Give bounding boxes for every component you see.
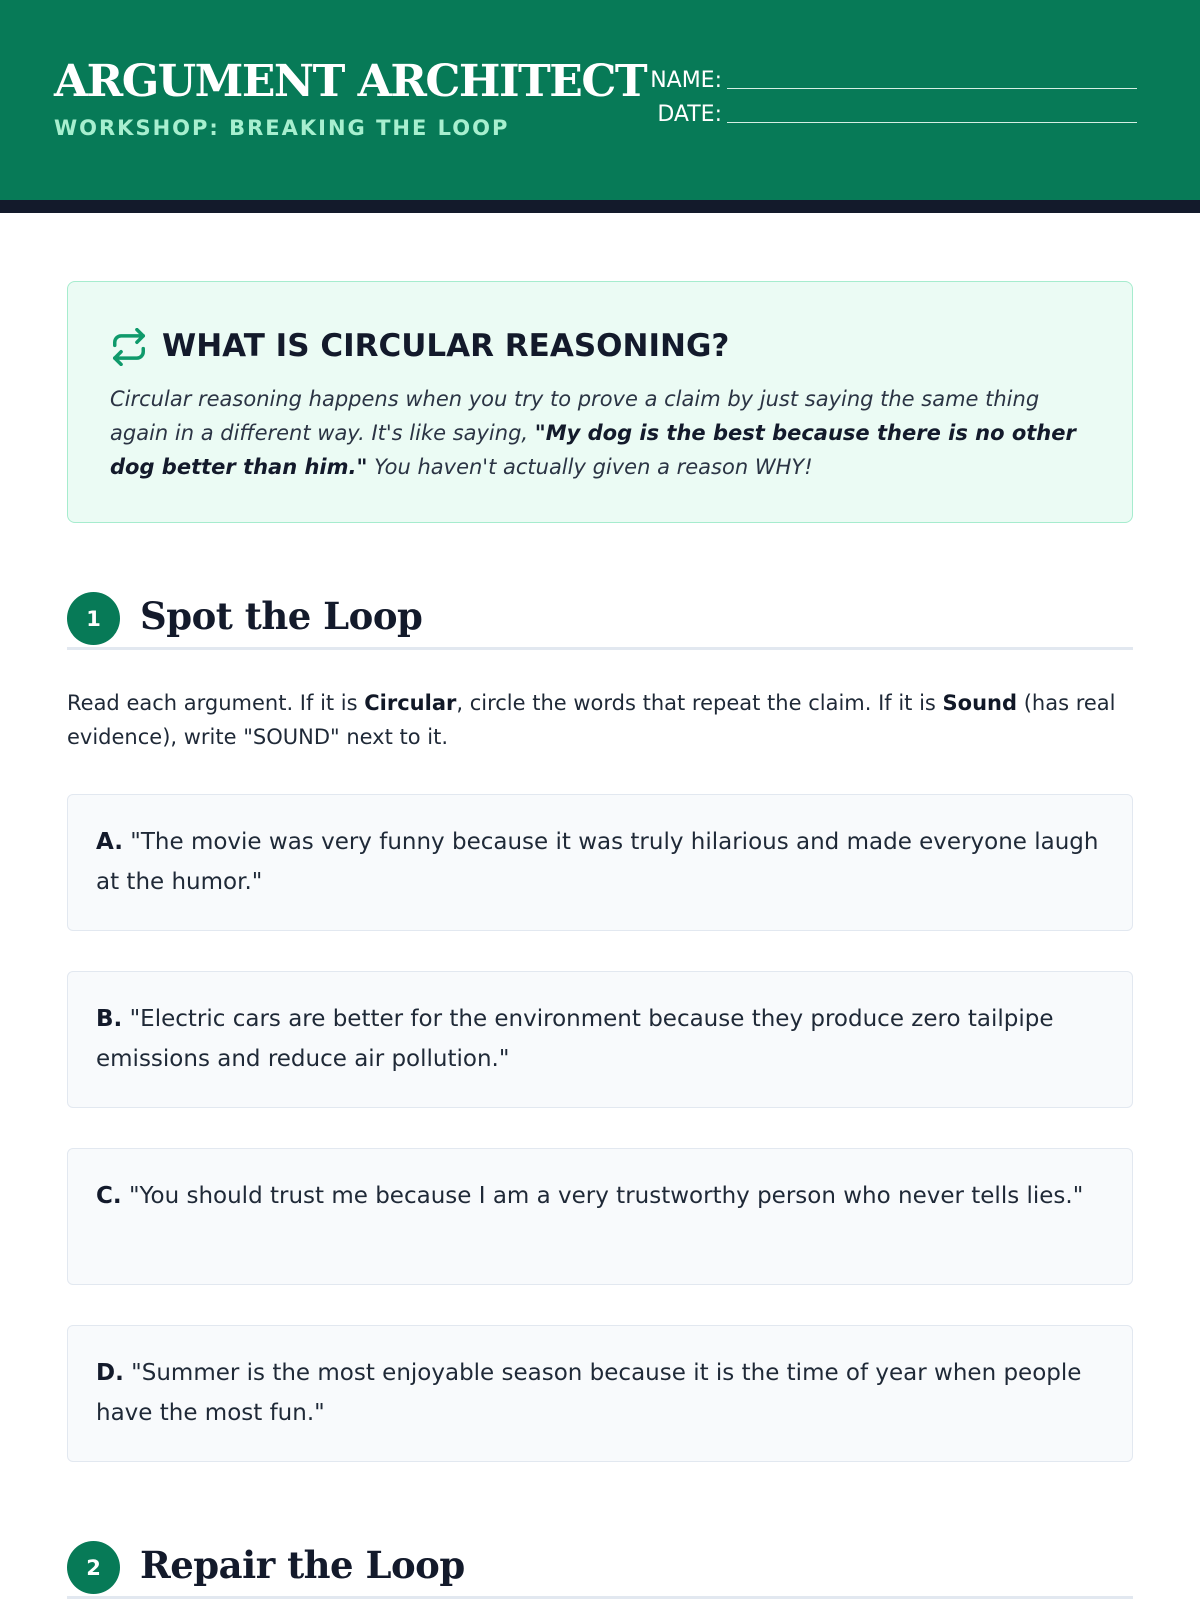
instructions-sound: Sound	[942, 691, 1018, 715]
argument-text: "The movie was very funny because it was truly hilarious and made everyone laugh at the humor."	[96, 829, 1099, 895]
date-label: DATE:	[657, 102, 722, 127]
instructions-text: (has real evidence), write "SOUND" next to it.	[67, 691, 1116, 749]
argument-text: "Electric cars are better for the environment because they produce zero tailpipe emissions and reduce air pollution."	[96, 1006, 1054, 1072]
section-1-instructions	[67, 686, 1133, 754]
argument-text: "Summer is the most enjoyable season because it is the time of year when people have the most fun."	[96, 1360, 1082, 1426]
section-title: Repair the Loop	[140, 1543, 465, 1587]
argument-letter: A.	[96, 829, 123, 855]
callout-text	[110, 382, 1090, 484]
name-label: NAME:	[650, 68, 722, 93]
callout-text-outro: You haven't actually given a reason WHY!	[367, 455, 813, 479]
argument-card-d[interactable]	[67, 1325, 1133, 1462]
argument-letter: B.	[96, 1006, 123, 1032]
repeat-icon	[110, 328, 148, 366]
section-1-heading	[67, 592, 1133, 652]
name-line[interactable]	[727, 88, 1137, 89]
instructions-circular: Circular	[364, 691, 457, 715]
definition-callout	[67, 281, 1133, 523]
worksheet-title: ARGUMENT ARCHITECT	[54, 56, 647, 107]
section-title: Spot the Loop	[140, 594, 423, 638]
argument-text: "You should trust me because I am a very trustworthy person who never tells lies."	[128, 1183, 1084, 1209]
instructions-text: Read each argument. If it is	[67, 691, 365, 715]
section-number-badge: 2	[67, 1541, 120, 1594]
argument-letter: C.	[96, 1183, 122, 1209]
instructions-text: , circle the words that repeat the claim. If it is	[456, 691, 943, 715]
argument-card-b[interactable]	[67, 971, 1133, 1108]
header-divider	[0, 200, 1200, 213]
argument-card-c[interactable]	[67, 1148, 1133, 1285]
section-2-heading	[67, 1541, 1133, 1600]
section-number-badge: 1	[67, 592, 120, 645]
argument-letter: D.	[96, 1360, 124, 1386]
callout-title: WHAT IS CIRCULAR REASONING?	[162, 328, 730, 364]
date-field[interactable]	[630, 102, 1150, 132]
name-field[interactable]	[630, 68, 1150, 98]
argument-card-a[interactable]	[67, 794, 1133, 931]
worksheet-header	[0, 0, 1200, 200]
callout-text-intro: Circular reasoning happens when you try to prove a claim by just saying the same thing again in a different way. It's like saying,	[110, 387, 1040, 445]
worksheet-subtitle: WORKSHOP: BREAKING THE LOOP	[54, 116, 510, 140]
callout-example: "My dog is the best because there is no other dog better than him."	[110, 421, 1076, 479]
section-divider	[67, 1596, 1133, 1599]
section-divider	[67, 647, 1133, 650]
date-line[interactable]	[727, 122, 1137, 123]
